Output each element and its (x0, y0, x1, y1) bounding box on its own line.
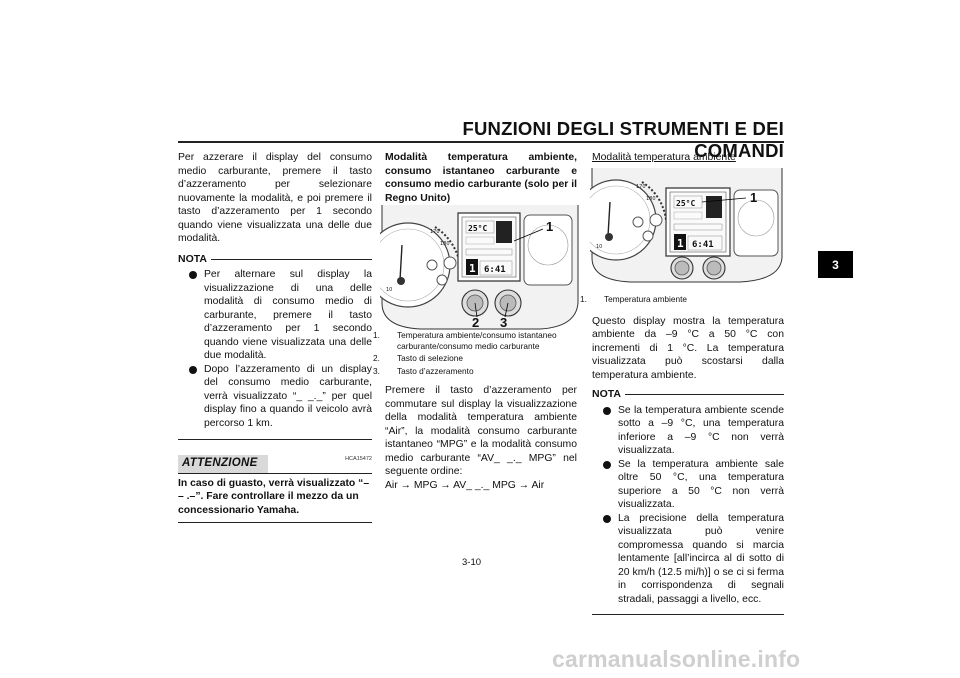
middle-column (385, 151, 577, 205)
nota-label: NOTA (592, 388, 621, 401)
watermark: carmanualsonline.info (552, 646, 801, 672)
mode-heading: Modalità temperatura ambiente, consumo istantaneo carburante e consumo medio carburante (solo per il Regno Unito) (385, 152, 577, 204)
page-title: FUNZIONI DEGLI STRUMENTI E DEI COMANDI (462, 118, 784, 161)
list-item: Dopo l’azzeramento di un display del consumo medio carburante, verrà visualizzato “_ _._” per quel display fino a quando il veicolo avrà percorso 1 km. (188, 363, 372, 431)
figure-captions (373, 330, 577, 376)
attenzione-rule (178, 473, 372, 474)
attenzione-end-rule (178, 522, 372, 523)
bullet-icon (189, 271, 197, 279)
attenzione-code: HCA15472 (345, 456, 372, 462)
attenzione-heading (178, 453, 372, 473)
callout-2: 2 (472, 315, 480, 330)
display-gear: 1 (469, 262, 476, 275)
left-column (178, 151, 372, 523)
bullet-icon (603, 461, 611, 469)
attenzione-label: ATTENZIONE (178, 455, 268, 473)
nota-list (592, 404, 784, 607)
right-column (592, 151, 784, 165)
intro-paragraph: Per azzerare il display del consumo medio carburante, premere il tasto d’azzeramento per selezionare nuovamente la modalità, e poi premere il tasto d’azzeramento per 1 secondo quando viene visualizzata una delle due modalità. (178, 152, 372, 244)
caption-item: 1. Temperatura ambiente (580, 294, 688, 304)
attenzione-text: In caso di guasto, verrà visualizzato “– – .–”. Fare controllare il mezzo da un concessionario Yamaha. (178, 477, 370, 516)
svg-text:180: 180 (440, 241, 450, 247)
display-gear: 1 (677, 237, 684, 250)
nota-list (178, 268, 372, 430)
mode-body: Premere il tasto d’azzeramento per commutare sul display la visualizzazione della modalità temperatura ambiente “Air”, la modalità consumo carburante istantaneo “MPG” e la modalità consumo medio carburante “AV_ _._ MPG” nel seguente ordine: (385, 385, 577, 478)
bullet-icon (603, 407, 611, 415)
nota-label: NOTA (178, 252, 207, 265)
mode-sequence: Air → MPG → AV_ _._ MPG → Air (385, 479, 545, 491)
figure-captions (580, 294, 784, 305)
instrument-cluster-illustration (590, 168, 786, 283)
middle-column-lower (373, 330, 577, 492)
ambient-temp-body: Questo display mostra la temperatura ambiente da –9 °C a 50 °C con incrementi di 1 °C. La temperatura visualizzata può scostarsi dalla temperatura ambiente. (592, 315, 784, 381)
bullet-icon (189, 366, 197, 374)
dashboard-figure-1 (380, 205, 580, 330)
dashboard-figure-2 (590, 168, 786, 283)
nota-heading (592, 388, 784, 402)
display-temp: 25°C (676, 199, 696, 208)
svg-text:10: 10 (596, 244, 603, 250)
bullet-icon (603, 515, 611, 523)
display-clock: 6:41 (484, 265, 506, 275)
svg-text:180: 180 (646, 196, 656, 202)
nota-end-rule (178, 439, 372, 440)
display-clock: 6:41 (692, 240, 714, 250)
chapter-tab[interactable]: 3 (818, 251, 853, 278)
caption-item: 3. Tasto d’azzeramento (373, 365, 474, 376)
svg-text:170: 170 (430, 229, 440, 235)
list-item: La precisione della temperatura visualizzata può venire compromessa quando si marcia lentamente [all’incirca al di sotto di 20 km/h (12.5 mi/h)] o se ci si ferma in corrispondenza di segnali stradali, passaggi a livello, ecc. (602, 512, 784, 607)
right-column-lower (580, 294, 784, 615)
svg-text:10: 10 (386, 287, 393, 293)
callout-1: 1 (546, 219, 554, 234)
page-number: 3-10 (462, 557, 482, 568)
ambient-temp-heading: Modalità temperatura ambiente (592, 152, 736, 163)
display-temp: 25°C (468, 224, 488, 233)
nota-end-rule (592, 614, 784, 615)
list-item: Per alternare sul display la visualizzazione di una delle modalità di consumo medio di carburante, premere il tasto d’azzeramento per 1 secondo quando viene visualizzata una delle due modalità. (188, 268, 372, 363)
callout-3: 3 (500, 315, 508, 330)
nota-heading (178, 253, 372, 267)
header-rule (178, 141, 784, 143)
caption-item: 2. Tasto di selezione (373, 353, 463, 364)
caption-item: 1. Temperatura ambiente/consumo istantaneo carburante/consumo medio carburante (373, 330, 557, 351)
callout-1: 1 (750, 190, 758, 205)
list-item: Se la temperatura ambiente sale oltre 50 °C, una temperatura superiore a 50 °C non verrà visualizzata. (602, 458, 784, 512)
list-item: Se la temperatura ambiente scende sotto a –9 °C, una temperatura inferiore a –9 °C non verrà visualizzata. (602, 404, 784, 458)
svg-text:170: 170 (636, 184, 646, 190)
